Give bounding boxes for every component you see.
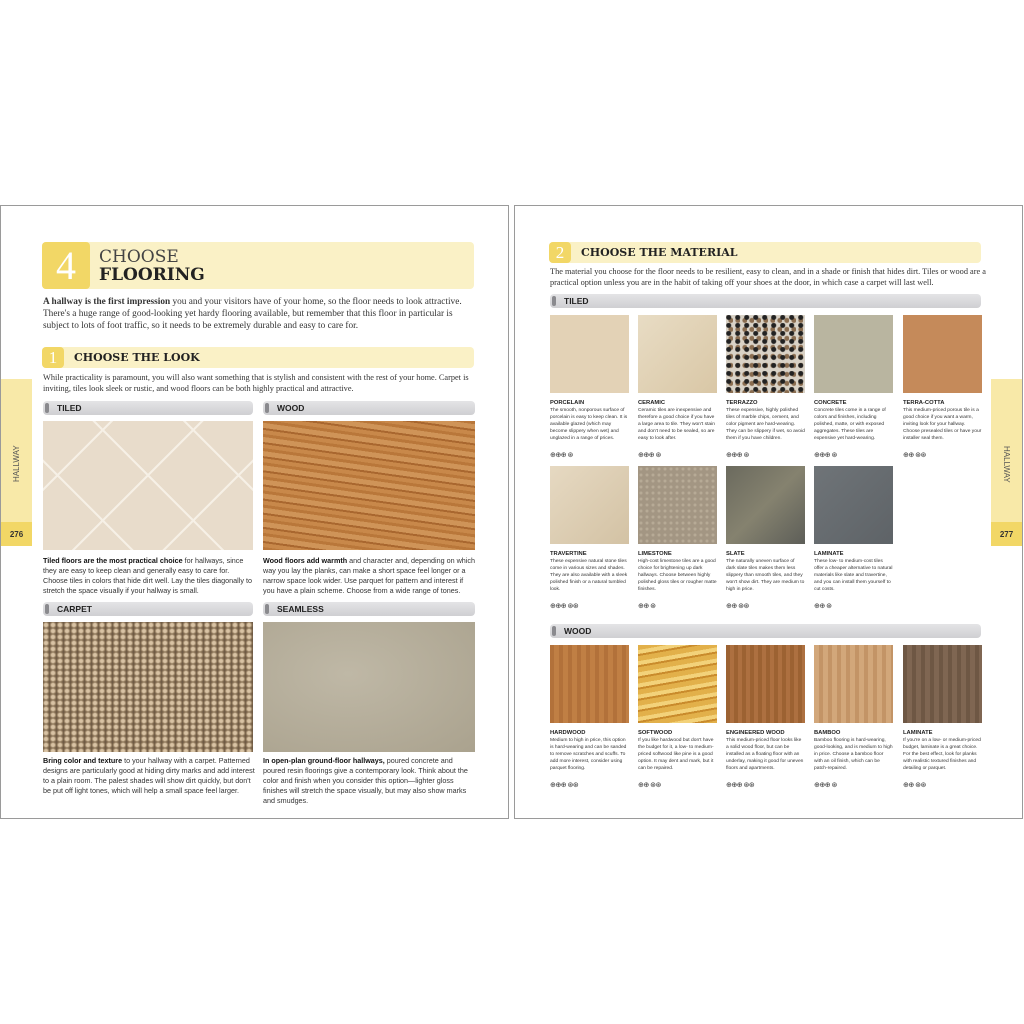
rating-icons: ⊕⊕ ⊛⊛ — [903, 782, 926, 789]
look-label-wood: WOOD — [263, 401, 475, 415]
caption-text: poured concrete and poured resin floorings give a contemporary look. Think about the color and finish when you consider this option—lighter gloss finishes will stretch the space visually, but may also show marks and smudges. — [263, 756, 468, 805]
material-name: CERAMIC — [638, 400, 666, 406]
rating-icons: ⊕⊕ ⊛⊛ — [638, 782, 661, 789]
material-description: Medium to high in price, this option is hard-wearing and can be sanded to remove scratches and scuffs. To add more interest, consider using parquet flooring. — [550, 738, 627, 772]
side-tab-label: HALLWAY — [12, 445, 21, 483]
rating-icons: ⊕⊕ ⊛⊛ — [726, 603, 749, 610]
section-number: 2 — [549, 242, 571, 263]
material-swatch-image — [638, 315, 717, 393]
wood-caption — [263, 556, 475, 596]
material-description: Ceramic tiles are inexpensive and therefore a good choice if you have a large area to tile. They won't stain and don't need to be sealed, so are easy to look after. — [638, 408, 715, 442]
material-description: These expensive natural stone tiles come in various sizes and shades. They are also available with a sleek polished finish or a natural tumbled look. — [550, 559, 628, 593]
caption-bold: In open-plan ground-floor hallways, — [263, 756, 385, 765]
rating-icons: ⊕⊕⊕ ⊛⊛ — [726, 782, 755, 789]
rating-icons: ⊕⊕⊕ ⊛ — [814, 782, 837, 789]
tiled-caption — [43, 556, 255, 596]
material-swatch-image — [726, 315, 805, 393]
tiled-floor-image — [43, 421, 253, 550]
intro-paragraph — [43, 296, 475, 332]
seamless-caption — [263, 756, 475, 806]
material-card — [638, 645, 717, 789]
material-swatch-image — [550, 466, 629, 544]
material-swatch-image — [814, 315, 893, 393]
material-card — [814, 466, 893, 610]
look-label-tiled: TILED — [43, 401, 253, 415]
material-description: These low- to medium-cost tiles offer a cheaper alternative to natural materials like slate and travertine, and you can install them yourself to cut costs. — [814, 559, 893, 593]
material-description: The smooth, nonporous surface of porcelain is easy to keep clean. It is available glazed (which may become slippery when wet) and unglazed in a range of prices. — [550, 408, 628, 442]
tiled-label: TILED — [550, 294, 981, 308]
material-name: TRAVERTINE — [550, 551, 587, 557]
material-name: BAMBOO — [814, 730, 841, 736]
carpet-floor-image — [43, 622, 253, 752]
material-card — [903, 315, 982, 459]
look-label-carpet: CARPET — [43, 602, 253, 616]
section-title: CHOOSE THE LOOK — [74, 351, 200, 364]
page-number: 276 — [1, 522, 32, 546]
material-name: TERRAZZO — [726, 400, 758, 406]
material-name: SLATE — [726, 551, 745, 557]
side-tab — [991, 379, 1022, 546]
material-description: This medium-priced floor looks like a solid wood floor, but can be installed as a floating floor with an underlay, making it good for uneven floors and apartments. — [726, 738, 804, 772]
intro-text: you and your visitors have of your home, so the floor needs to look attractive. There's a huge range of good-looking yet hardy flooring available, but remember that this floor in particular is subject to lots of foot traffic, so it needs to be extremely durable and easy to care for. — [43, 297, 462, 331]
material-name: CONCRETE — [814, 400, 847, 406]
rating-icons: ⊕⊕⊕ ⊛ — [550, 452, 573, 459]
material-name: ENGINEERED WOOD — [726, 730, 785, 736]
material-description: Concrete tiles come in a range of colors and finishes, including polished, matte, or with exposed aggregates. These tiles are expensive yet hard-wearing. — [814, 408, 886, 442]
material-swatch-image — [550, 645, 629, 723]
material-name: LAMINATE — [903, 730, 933, 736]
material-swatch-image — [638, 466, 717, 544]
material-description: High-cost limestone tiles are a good choice for brightening up dark hallways. Choose between highly polished gloss tiles or rougher matte finishes. — [638, 559, 717, 593]
page-number: 277 — [991, 522, 1022, 546]
chapter-title-line2: FLOORING — [99, 265, 205, 285]
section-text: The material you choose for the floor needs to be resilient, easy to clean, and in a shade or finish that hides dirt. Tiles or wood are a practical option unless you are in the habit of taking off your shoes at the door, in which case a carpet will last well. — [550, 267, 986, 287]
wood-label: WOOD — [550, 624, 981, 638]
caption-text: for hallways, since they are easy to keep clean and generally easy to care for. Choose tiles in colors that hide dirt well. Lay the tiles diagonally to stretch the space visually if your hallway is small. — [43, 556, 252, 595]
caption-bold: Tiled floors are the most practical choice — [43, 556, 183, 565]
carpet-caption — [43, 756, 255, 796]
seamless-floor-image — [263, 622, 475, 752]
material-card — [814, 315, 893, 459]
material-swatch-image — [814, 645, 893, 723]
material-card — [814, 645, 893, 789]
look-label-seamless: SEAMLESS — [263, 602, 475, 616]
material-swatch-image — [638, 645, 717, 723]
material-description: If you're on a low- or medium-priced budget, laminate is a great choice. For the best effect, look for planks with realistic textured finishes and detailing or parquet. — [903, 738, 981, 772]
material-card — [638, 315, 717, 459]
material-name: TERRA-COTTA — [903, 400, 945, 406]
chapter-title-line1: CHOOSE — [99, 247, 179, 267]
rating-icons: ⊕⊕⊕ ⊛⊛ — [550, 782, 579, 789]
rating-icons: ⊕⊕ ⊛ — [814, 603, 832, 610]
section-number: 1 — [42, 347, 64, 368]
material-swatch-image — [726, 645, 805, 723]
material-description: The naturally uneven surface of dark slate tiles makes them less slippery than smooth tiles, and they won't show dirt. They are medium to high in price. — [726, 559, 805, 593]
material-description: This medium-priced porous tile is a good choice if you want a warm, inviting look for your hallway. Choose presealed tiles or have your installer seal them. — [903, 408, 982, 442]
material-card — [903, 645, 982, 789]
rating-icons: ⊕⊕⊕ ⊛ — [638, 452, 661, 459]
rating-icons: ⊕⊕⊕ ⊛ — [726, 452, 749, 459]
material-swatch-image — [903, 315, 982, 393]
wood-floor-image — [263, 421, 475, 550]
material-description: If you like hardwood but don't have the budget for it, a low- to medium-priced softwood like pine is a good option. It may dent and mark, but it can be repaired. — [638, 738, 714, 772]
section-title: CHOOSE THE MATERIAL — [581, 246, 738, 259]
material-swatch-image — [550, 315, 629, 393]
material-description: These expensive, highly polished tiles of marble chips, cement, and color pigment are hard-wearing. They can be slippery if wet, so avoid them if you have children. — [726, 408, 805, 442]
material-name: SOFTWOOD — [638, 730, 673, 736]
material-name: LAMINATE — [814, 551, 844, 557]
caption-text: to your hallway with a carpet. Patterned designs are particularly good at hiding dirty marks and add interest to a plain room. The palest shades will show dirt quickly, but don't be put off light tones, which will help a small space feel larger. — [43, 756, 255, 795]
material-name: PORCELAIN — [550, 400, 585, 406]
left-page — [0, 205, 509, 819]
side-tab — [1, 379, 32, 546]
right-page — [514, 205, 1023, 819]
material-card — [550, 466, 629, 610]
material-card — [726, 645, 805, 789]
material-card — [550, 315, 629, 459]
material-card — [638, 466, 717, 610]
rating-icons: ⊕⊕ ⊛ — [638, 603, 656, 610]
material-card — [726, 315, 805, 459]
material-name: HARDWOOD — [550, 730, 586, 736]
material-card — [550, 645, 629, 789]
chapter-number: 4 — [42, 242, 90, 289]
material-name: LIMESTONE — [638, 551, 672, 557]
material-description: Bamboo flooring is hard-wearing, good-looking, and is medium to high in price. Choose a bamboo floor with an oil finish, which can be patch-repaired. — [814, 738, 893, 772]
material-swatch-image — [903, 645, 982, 723]
intro-bold: A hallway is the first impression — [43, 297, 171, 307]
material-swatch-image — [726, 466, 805, 544]
rating-icons: ⊕⊕⊕ ⊛ — [814, 452, 837, 459]
caption-bold: Bring color and texture — [43, 756, 123, 765]
section-text: While practicality is paramount, you will also want something that is stylish and consistent with the rest of your home. Carpet is inviting, tiles look sleek or rustic, and wood floors can be both highly practical and attractive. — [43, 373, 469, 393]
rating-icons: ⊕⊕ ⊛⊛ — [903, 452, 926, 459]
material-card — [726, 466, 805, 610]
side-tab-label: HALLWAY — [1002, 445, 1011, 483]
rating-icons: ⊕⊕⊕ ⊛⊛ — [550, 603, 579, 610]
material-swatch-image — [814, 466, 893, 544]
caption-bold: Wood floors add warmth — [263, 556, 348, 565]
caption-text: and character and, depending on which way you lay the planks, can make a short space feel longer or a narrow space look wider. Use parquet for pattern and interest if you have a plain scheme. Choose from a wide range of tones. — [263, 556, 475, 595]
